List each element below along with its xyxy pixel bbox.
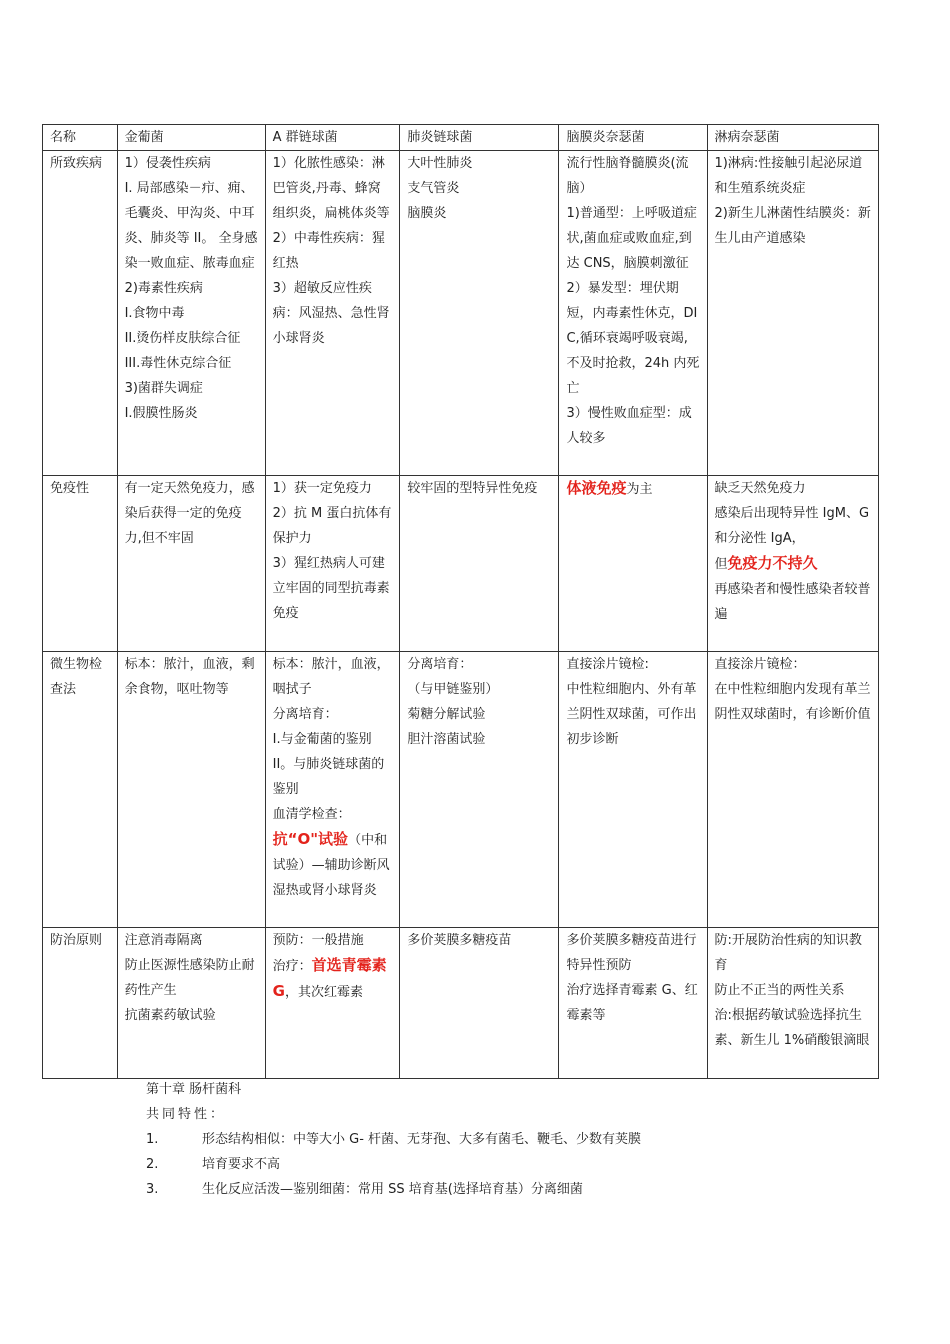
list-item: 中性粒细胞内、外有革兰阴性双球菌，可作出初步诊断 bbox=[566, 682, 697, 747]
list-text: 形态结构相似：中等大小 G- 杆菌、无芽孢、大多有菌毛、鞭毛、少数有荚膜 bbox=[202, 1132, 642, 1147]
list-item: 直接涂片镜检: bbox=[566, 657, 649, 672]
list-item: 防:开展防治性病的知识教育 bbox=[714, 933, 862, 973]
table-row-lab-exam bbox=[43, 652, 879, 928]
list-item: 1）获一定免疫力 bbox=[272, 481, 372, 496]
list-item: 防止不正当的两性关系 bbox=[714, 983, 845, 998]
cell-lab-gono bbox=[707, 652, 878, 928]
row-label-immunity: 免疫性 bbox=[43, 476, 118, 652]
list-item: 在中性粒细胞内发现有革兰阴性双球菌时，有诊断价值 bbox=[714, 682, 871, 722]
header-pneumococcus: 肺炎链球菌 bbox=[400, 125, 559, 151]
list-item: 2)毒素性疾病 bbox=[124, 281, 203, 296]
cell-lab-staph bbox=[117, 652, 265, 928]
list-item: 流行性脑脊髓膜炎(流脑） bbox=[566, 156, 689, 196]
list-item: 分离培育： bbox=[272, 707, 338, 722]
highlight-penicillin-g: 首选青霉素 G bbox=[272, 956, 387, 1000]
cell-diseases-staph bbox=[117, 151, 265, 476]
cell-immunity-gono bbox=[707, 476, 878, 652]
list-item: （与甲链鉴别） bbox=[407, 682, 499, 697]
list-item bbox=[146, 1127, 641, 1152]
list-number: 1. bbox=[146, 1132, 159, 1147]
list-item: 较牢固的型特异性免疫 bbox=[407, 481, 538, 496]
highlight-immunity-not-lasting: 免疫力不持久 bbox=[727, 554, 818, 572]
list-item: 1）化脓性感染：淋巴管炎,丹毒、蜂窝组织炎，扁桃体炎等 bbox=[272, 156, 390, 221]
list-item: 分离培育： bbox=[407, 657, 473, 672]
table-row-prevention bbox=[43, 928, 879, 1079]
list-item: 胆汁溶菌试验 bbox=[407, 732, 486, 747]
list-item: 注意消毒隔离 bbox=[124, 933, 203, 948]
cell-diseases-strep-a bbox=[265, 151, 400, 476]
treatment-tail: ，其次红霉素 bbox=[284, 985, 363, 1000]
header-name: 名称 bbox=[43, 125, 118, 151]
header-gonococcus: 淋病奈瑟菌 bbox=[707, 125, 878, 151]
list-item: 3）猩红热病人可建立牢固的同型抗毒素免疫 bbox=[272, 556, 390, 621]
list-item: 3）超敏反应性疾病：风湿热、急性肾小球肾炎 bbox=[272, 281, 390, 346]
list-item: 治:根据药敏试验选择抗生素、新生儿 1%硝酸银滴眼 bbox=[714, 1008, 870, 1048]
list-item: 1)普通型：上呼吸道症状,菌血症或败血症,到达 CNS，脑膜刺激征 bbox=[566, 206, 697, 271]
chapter-heading-block bbox=[146, 1077, 241, 1127]
cell-lab-strep-a bbox=[265, 652, 400, 928]
list-item: 预防：一般措施 bbox=[272, 933, 364, 948]
list-item: 多价荚膜多糖疫苗 bbox=[407, 933, 512, 948]
list-item: 直接涂片镜检： bbox=[714, 657, 806, 672]
serum-test-pre: 血清学检查： bbox=[272, 807, 351, 822]
list-item bbox=[146, 1177, 641, 1202]
cell-immunity-strep-a bbox=[265, 476, 400, 652]
list-item: III.毒性休克综合征 bbox=[124, 356, 232, 371]
cell-prevention-gono bbox=[707, 928, 878, 1079]
bacteria-comparison-table bbox=[42, 124, 879, 1079]
list-item: 防止医源性感染防止耐药性产生 bbox=[124, 958, 255, 998]
immunity-pre: 但 bbox=[714, 557, 728, 572]
table-row-diseases bbox=[43, 151, 879, 476]
cell-prevention-pneumo bbox=[400, 928, 559, 1079]
list-item: 有一定天然免疫力，感染后获得一定的免疫力,但不牢固 bbox=[124, 481, 255, 546]
list-item: 大叶性肺炎 bbox=[407, 156, 473, 171]
list-item: 3)菌群失调症 bbox=[124, 381, 203, 396]
list-item bbox=[566, 476, 699, 502]
highlight-humoral-immunity: 体液免疫 bbox=[566, 479, 627, 497]
chapter-subtitle: 共同特性： bbox=[146, 1107, 227, 1122]
list-item: 标本：脓汁，血液，剩余食物，呕吐物等 bbox=[124, 657, 255, 697]
list-number: 2. bbox=[146, 1157, 159, 1172]
list-item: 1）侵袭性疾病 bbox=[124, 156, 211, 171]
list-item: 标本：脓汁，血液，咽拭子 bbox=[272, 657, 390, 697]
cell-diseases-gono bbox=[707, 151, 878, 476]
list-item: 3）慢性败血症型：成人较多 bbox=[566, 406, 692, 446]
row-label-prevention: 防治原则 bbox=[43, 928, 118, 1079]
cell-prevention-meningo bbox=[559, 928, 707, 1079]
chapter-title: 第十章 肠杆菌科 bbox=[146, 1082, 242, 1097]
list-item: I.假膜性肠炎 bbox=[124, 406, 198, 421]
list-item: 多价荚膜多糖疫苗进行特异性预防 bbox=[566, 933, 697, 973]
list-item: I.与金葡菌的鉴别 bbox=[272, 732, 372, 747]
treatment-pre: 治疗： bbox=[272, 959, 312, 974]
list-item bbox=[715, 551, 871, 577]
list-item: I.食物中毒 bbox=[124, 306, 185, 321]
list-item: 治疗选择青霉素 G、红霉素等 bbox=[566, 983, 698, 1023]
list-item: 2)新生儿淋菌性结膜炎：新生儿由产道感染 bbox=[714, 206, 871, 246]
cell-lab-meningo bbox=[559, 652, 707, 928]
cell-immunity-pneumo bbox=[400, 476, 559, 652]
header-staphylococcus: 金葡菌 bbox=[117, 125, 265, 151]
humoral-immunity-tail: 为主 bbox=[626, 482, 653, 497]
row-label-diseases: 所致疾病 bbox=[43, 151, 118, 476]
row-label-lab-exam: 微生物检查法 bbox=[43, 652, 118, 928]
list-item bbox=[273, 953, 393, 1005]
list-item: 抗菌素药敏试验 bbox=[124, 1008, 216, 1023]
list-item: 2）抗 M 蛋白抗体有保护力 bbox=[272, 506, 392, 546]
list-item: 脑膜炎 bbox=[407, 206, 447, 221]
common-features-list bbox=[146, 1127, 641, 1202]
list-item: 支气管炎 bbox=[407, 181, 460, 196]
cell-diseases-pneumo bbox=[400, 151, 559, 476]
list-item: 1)淋病:性接触引起泌尿道和生殖系统炎症 bbox=[714, 156, 863, 196]
header-group-a-streptococcus: A 群链球菌 bbox=[265, 125, 400, 151]
list-item: 感染后出现特异性 IgM、G 和分泌性 IgA， bbox=[714, 506, 870, 546]
highlight-aso-test: 抗“O"试验 bbox=[272, 830, 349, 848]
list-item: 2）中毒性疾病：猩红热 bbox=[272, 231, 385, 271]
list-item: II。与肺炎链球菌的鉴别 bbox=[272, 757, 385, 797]
cell-immunity-staph bbox=[117, 476, 265, 652]
table-header-row bbox=[43, 125, 879, 151]
header-meningococcus: 脑膜炎奈瑟菌 bbox=[559, 125, 707, 151]
cell-immunity-meningo bbox=[559, 476, 707, 652]
list-item: 缺乏天然免疫力 bbox=[714, 481, 806, 496]
list-number: 3. bbox=[146, 1182, 159, 1197]
list-item: 再感染者和慢性感染者较普遍 bbox=[714, 582, 871, 622]
list-text: 生化反应活泼—鉴别细菌：常用 SS 培育基(选择培育基）分离细菌 bbox=[202, 1182, 583, 1197]
list-item: 菊糖分解试验 bbox=[407, 707, 486, 722]
cell-lab-pneumo bbox=[400, 652, 559, 928]
list-item: I. 局部感染－疖、痈、毛囊炎、甲沟炎、中耳炎、肺炎等 II。 全身感染一败血症、脓毒血症 bbox=[124, 181, 258, 271]
cell-diseases-meningo bbox=[559, 151, 707, 476]
list-item bbox=[273, 802, 393, 903]
list-item: II.烫伤样皮肤综合征 bbox=[124, 331, 241, 346]
list-item bbox=[146, 1152, 641, 1177]
list-text: 培育要求不高 bbox=[202, 1157, 281, 1172]
cell-prevention-strep-a bbox=[265, 928, 400, 1079]
cell-prevention-staph bbox=[117, 928, 265, 1079]
serum-test-tail: （中和试验）—辅助诊断风湿热或肾小球肾炎 bbox=[272, 833, 390, 898]
list-item: 2）暴发型：埋伏期短，内毒素性休克，DIC,循环衰竭呼吸衰竭,不及时抢救，24h 内死亡 bbox=[566, 281, 700, 396]
table-row-immunity bbox=[43, 476, 879, 652]
